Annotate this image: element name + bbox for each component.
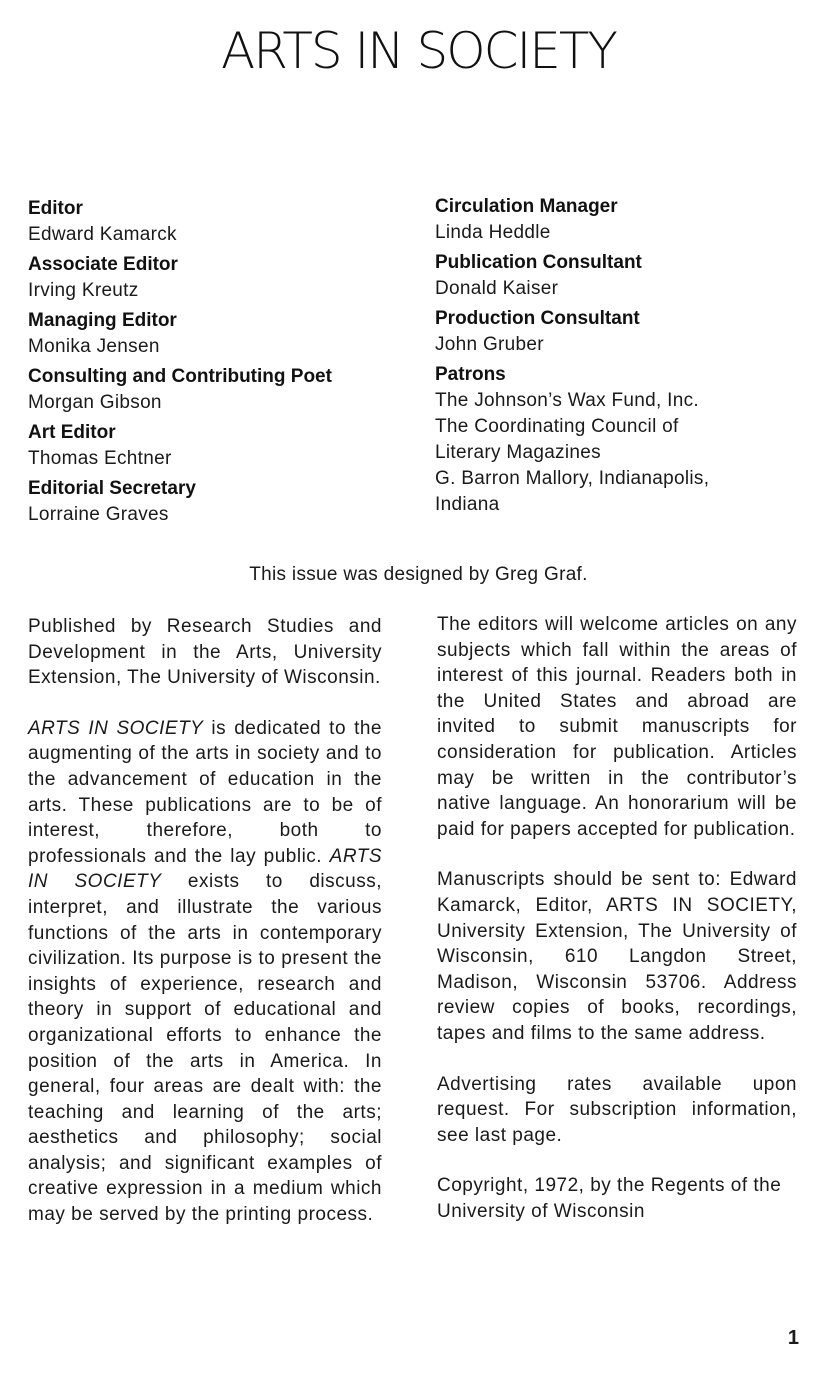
- submission-column: [437, 612, 797, 1249]
- staff-entry: [28, 252, 408, 304]
- publisher-paragraph: Published by Research Studies and Development in the Arts, University Extension, The University of Wisconsin.: [28, 616, 382, 689]
- staff-name: Irving Kreutz: [28, 280, 139, 301]
- staff-entry: [28, 364, 408, 416]
- staff-name: John Gruber: [435, 334, 544, 355]
- submissions-paragraph: The editors will welcome articles on any subjects which fall within the areas of interest of this journal. Readers both in the United States and abroad are invited to submit manuscripts for consideration for publication. Articles may be written in the contributor’s native language. An honorarium will be paid for papers accepted for publication.: [437, 614, 797, 840]
- page-number: 1: [787, 1327, 799, 1349]
- staff-name: Thomas Echtner: [28, 448, 172, 469]
- patrons-heading: Patrons: [435, 364, 506, 385]
- staff-name: Monika Jensen: [28, 336, 160, 357]
- patrons-entry: [435, 362, 815, 518]
- patron-line: The Johnson’s Wax Fund, Inc.: [435, 390, 699, 411]
- staff-role: Art Editor: [28, 422, 116, 443]
- staff-entry: [435, 306, 815, 358]
- journal-title: ARTS IN SOCIETY: [28, 717, 204, 739]
- mission-text: exists to discuss, interpret, and illustrate the various functions of the arts in contemporary civilization. Its purpose is to present the insights of experience, research and theory in support of educational and organizational efforts to enhance the position of the arts in America. In general, four areas are dealt with: the teaching and learning of the arts; aesthetics and philosophy; social analysis; and significant examples of creative expression in a medium which may be served by the printing process.: [28, 871, 382, 1226]
- staff-list-right: [435, 194, 815, 518]
- staff-role: Managing Editor: [28, 310, 177, 331]
- about-column: [28, 614, 382, 1253]
- staff-entry: [28, 196, 408, 248]
- staff-name: Lorraine Graves: [28, 504, 169, 525]
- staff-entry: [435, 250, 815, 302]
- patron-line: Indiana: [435, 494, 500, 515]
- staff-role: Associate Editor: [28, 254, 178, 275]
- patron-line: The Coordinating Council of: [435, 416, 679, 437]
- copyright-notice: Copyright, 1972, by the Regents of the University of Wisconsin: [437, 1175, 782, 1222]
- staff-name: Morgan Gibson: [28, 392, 162, 413]
- staff-entry: [435, 194, 815, 246]
- masthead-title: ARTS IN SOCIETY: [221, 22, 616, 80]
- patron-line: G. Barron Mallory, Indianapolis,: [435, 468, 710, 489]
- patron-line: Literary Magazines: [435, 442, 601, 463]
- staff-name: Donald Kaiser: [435, 278, 559, 299]
- mission-paragraph: [28, 716, 382, 1228]
- advertising-paragraph: Advertising rates available upon request. For subscription information, see last page.: [437, 1073, 797, 1146]
- staff-entry: [28, 420, 408, 472]
- journal-title: ARTS IN SOCIETY: [28, 845, 382, 893]
- staff-role: Publication Consultant: [435, 252, 642, 273]
- mission-text: is dedicated to the augmenting of the arts in society and to the advancement of education in the arts. These publications are to be of interest, therefore, both to professionals and the lay public.: [28, 717, 382, 867]
- staff-role: Circulation Manager: [435, 196, 618, 217]
- staff-role: Editorial Secretary: [28, 478, 196, 499]
- staff-entry: [28, 476, 408, 528]
- designer-credit: This issue was designed by Greg Graf.: [249, 564, 588, 585]
- manuscripts-paragraph: Manuscripts should be sent to: Edward Kamarck, Editor, ARTS IN SOCIETY, University Extension, The University of Wisconsin, 610 Langdon Street, Madison, Wisconsin 53706. Address review copies of books, recordings, tapes and films to the same address.: [437, 869, 797, 1044]
- staff-entry: [28, 308, 408, 360]
- staff-role: Consulting and Contributing Poet: [28, 366, 332, 387]
- staff-role: Editor: [28, 198, 83, 219]
- staff-name: Linda Heddle: [435, 222, 551, 243]
- staff-list-left: [28, 196, 408, 532]
- staff-role: Production Consultant: [435, 308, 640, 329]
- staff-name: Edward Kamarck: [28, 224, 177, 245]
